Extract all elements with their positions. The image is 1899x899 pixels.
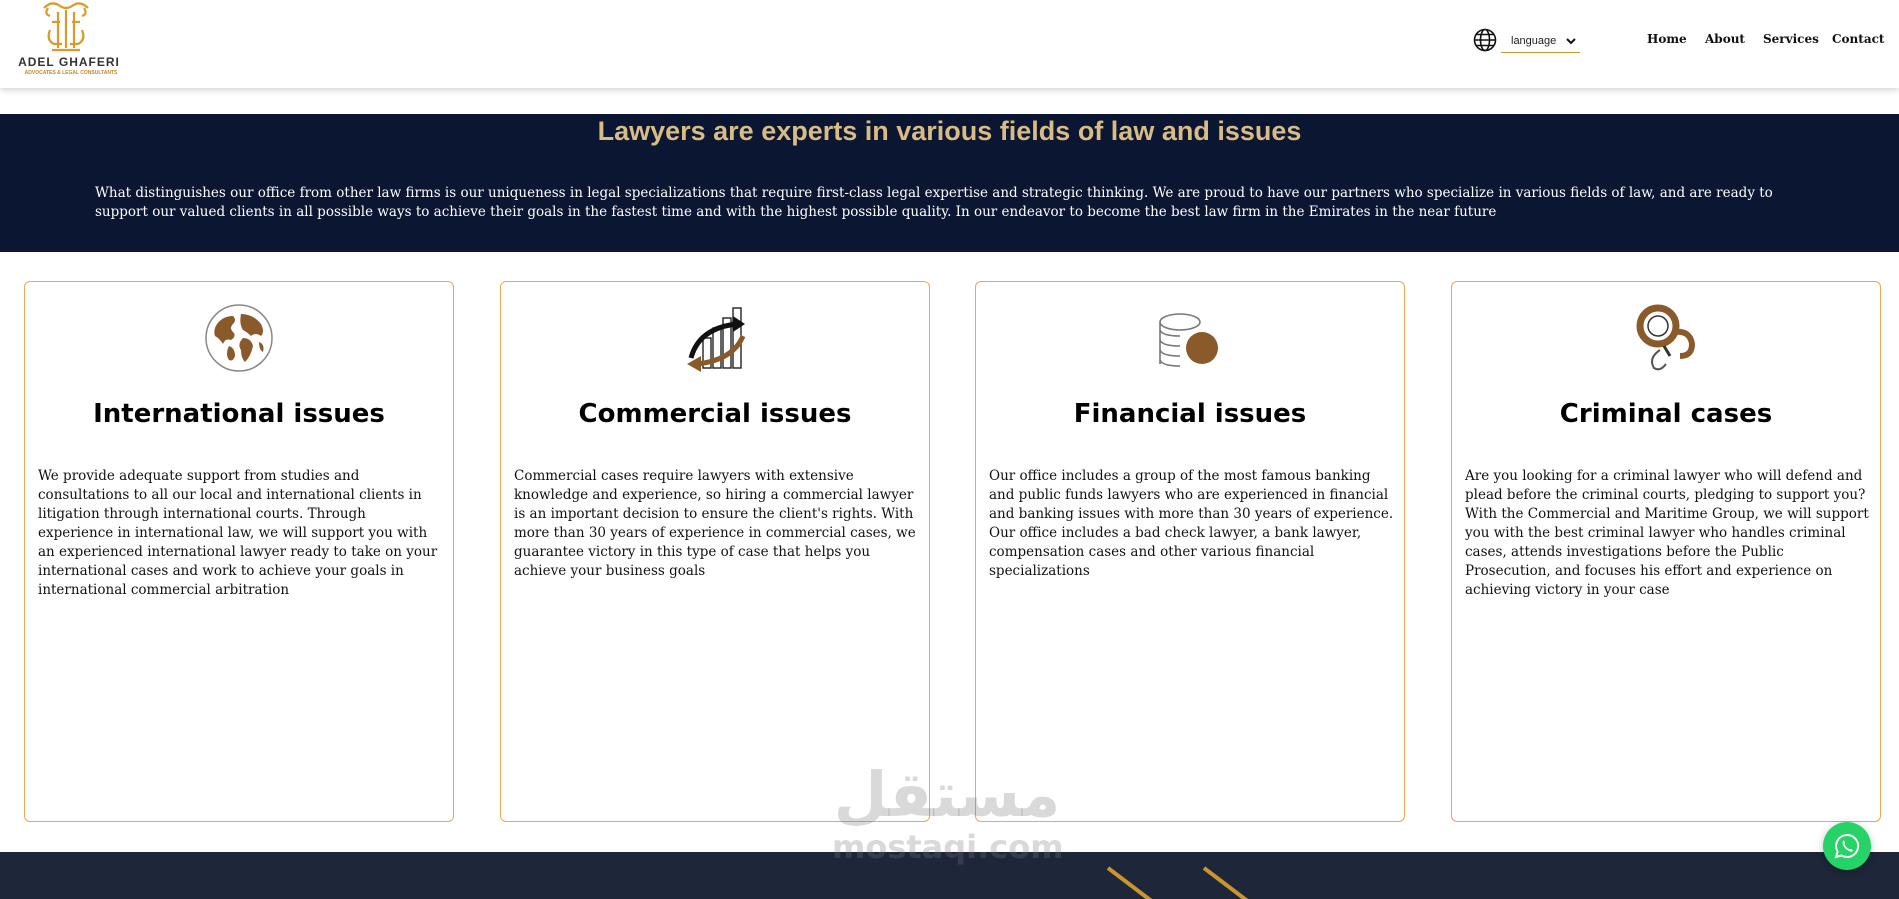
chevron-down-icon (1566, 38, 1576, 45)
trade-chart-icon (679, 302, 751, 374)
handcuffs-icon (1630, 302, 1702, 374)
site-header (0, 0, 1899, 88)
card-title: International issues (93, 399, 385, 429)
globe-icon (1473, 28, 1497, 52)
expertise-banner (0, 114, 1899, 252)
decorative-stroke (1100, 852, 1300, 899)
card-title: Commercial issues (578, 399, 852, 429)
logo[interactable] (10, 0, 122, 80)
language-value: language (1511, 35, 1557, 47)
nav-about[interactable]: About (1705, 32, 1745, 46)
language-dropdown[interactable] (1501, 31, 1580, 53)
card-text: Are you looking for a criminal lawyer who will defend and plead before the criminal courts, pledging to support you? With the Commercial and Maritime Group, we will support you with the best criminal lawyer who handles criminal cases, attends investigations before the Public Prosecution, and focuses his effort and experience on achieving victory in your case (1465, 468, 1869, 598)
card-title: Criminal cases (1559, 399, 1773, 429)
globe-icon (203, 302, 275, 374)
card-text: Our office includes a group of the most famous banking and public funds lawyers who are experienced in financial and banking issues with more than 30 years of experience. Our office includes a bad check lawyer, a bank lawyer, compensation cases and other various financial specializations (989, 468, 1394, 579)
card-criminal-cases (1451, 281, 1881, 822)
card-financial-issues (975, 281, 1405, 822)
card-title: Financial issues (1073, 399, 1307, 429)
card-commercial-issues (500, 281, 930, 822)
card-text: Commercial cases require lawyers with extensive knowledge and experience, so hiring a commercial lawyer is an important decision to ensure the client's rights. With more than 30 years of experience in commercial cases, we guarantee victory in this type of case that helps you achieve your business goals (514, 468, 916, 579)
nav-home[interactable]: Home (1647, 32, 1687, 46)
banner-text: What distinguishes our office from other law firms is our uniqueness in legal specializations that require first-class legal expertise and strategic thinking. We are proud to have our partners who specialize in various fields of law, and are ready to support our valued clients in all possible ways to achieve their goals in the fastest time and with the highest possible quality. In our endeavor to become the best law firm in the Emirates in the near future (95, 185, 1773, 220)
whatsapp-icon (1834, 833, 1860, 859)
logo-tagline: ADVOCATES & LEGAL CONSULTANTS (24, 70, 118, 76)
nav-contact[interactable]: Contact (1832, 32, 1885, 46)
banner-title: Lawyers are experts in various fields of law and issues (597, 116, 1302, 146)
watermark (832, 760, 1062, 880)
nav-services[interactable]: Services (1763, 32, 1819, 46)
logo-emblem-icon (38, 0, 94, 54)
watermark-latin: mostaqi.com (832, 828, 1064, 866)
watermark-arabic: مستقل (833, 758, 1061, 831)
card-international-issues (24, 281, 454, 822)
coins-icon (1154, 302, 1226, 374)
whatsapp-button[interactable] (1823, 822, 1871, 870)
card-text: We provide adequate support from studies and consultations to all our local and international clients in litigation through international courts. Through experience in international law, we will support you with an experienced international lawyer ready to take on your international cases and work to achieve your goals in international commercial arbitration (38, 468, 438, 598)
logo-name: ADEL GHAFERI (18, 55, 120, 69)
